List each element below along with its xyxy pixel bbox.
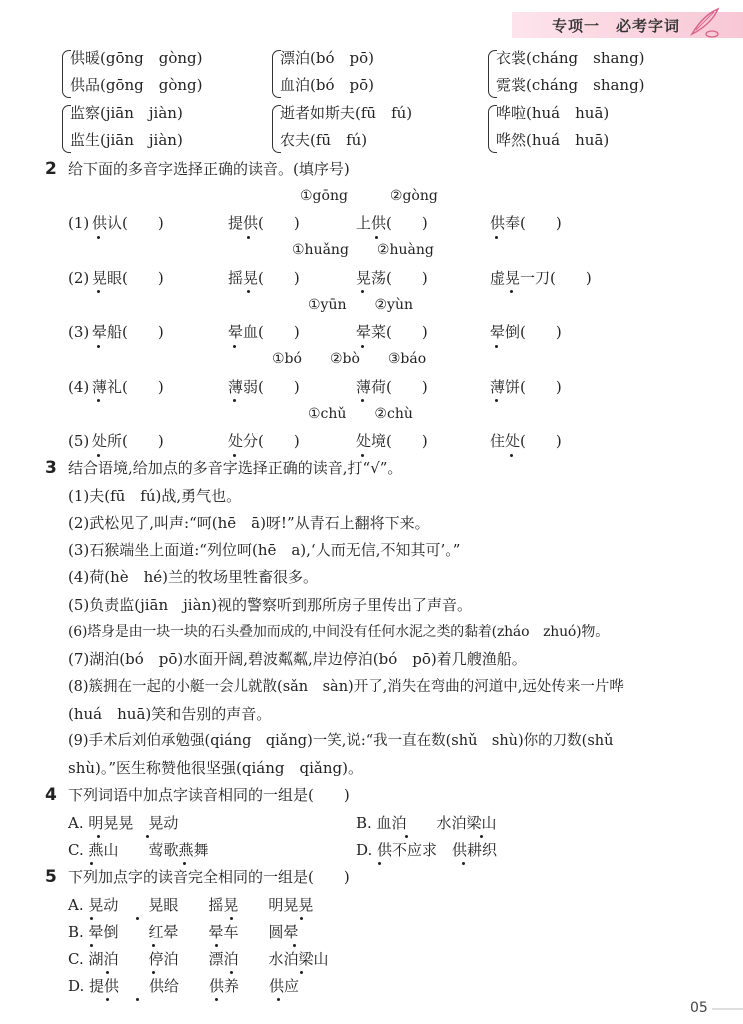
word-pair-item: 哗啦(huá huā) bbox=[496, 104, 610, 122]
emphasis-dot bbox=[510, 454, 513, 457]
word-pair-item: 血泊(bó pō) bbox=[280, 76, 374, 94]
choice-option[interactable]: D. 提供 供给 供养 供应 bbox=[68, 977, 300, 995]
emphasis-dot bbox=[233, 345, 236, 348]
question-number: 2 bbox=[45, 159, 57, 179]
item-label: (5) bbox=[68, 432, 90, 450]
emphasis-dot bbox=[495, 399, 498, 402]
emphasis-dot bbox=[215, 944, 218, 947]
sentence-continuation: shù)。”医生称赞他很坚强(qiáng qiǎng)。 bbox=[68, 759, 363, 777]
emphasis-dot bbox=[405, 835, 408, 838]
word-blank[interactable]: 晃眼( ) bbox=[92, 269, 164, 287]
emphasis-dot bbox=[90, 862, 93, 865]
sentence-item[interactable]: (5)负责监(jiān jiàn)视的警察听到那所房子里传出了声音。 bbox=[68, 596, 473, 614]
word-blank[interactable]: 晃荡( ) bbox=[356, 269, 428, 287]
emphasis-dot bbox=[361, 399, 364, 402]
quill-icon bbox=[688, 6, 722, 40]
word-pair-item: 农夫(fū fú) bbox=[280, 131, 368, 149]
word-blank[interactable]: 处分( ) bbox=[228, 432, 300, 450]
reading-options: ①bó ②bò ③báo bbox=[272, 351, 427, 367]
question-number: 4 bbox=[45, 785, 57, 805]
choice-option[interactable]: D. 供不应求 供耕织 bbox=[356, 841, 498, 859]
emphasis-dot bbox=[97, 399, 100, 402]
emphasis-dot bbox=[90, 917, 93, 920]
word-pair-item: 监察(jiān jiàn) bbox=[70, 104, 183, 122]
word-blank[interactable]: 晕倒( ) bbox=[490, 323, 562, 341]
word-pair-item: 监生(jiān jiàn) bbox=[70, 131, 183, 149]
emphasis-dot bbox=[152, 944, 155, 947]
page-number: 05 bbox=[690, 1000, 708, 1016]
question-instruction: 结合语境,给加点的多音字选择正确的读音,打“√”。 bbox=[68, 459, 403, 477]
sentence-item[interactable]: (4)荷(hè hé)兰的牧场里牲畜很多。 bbox=[68, 568, 319, 586]
page-number-rule bbox=[712, 1008, 743, 1010]
word-blank[interactable]: 处境( ) bbox=[356, 432, 428, 450]
emphasis-dot bbox=[247, 290, 250, 293]
sentence-item[interactable]: (3)石猴端坐上面道:“列位呵(hē a),‘人而无信,不知其可’。” bbox=[68, 541, 461, 559]
item-label: (2) bbox=[68, 269, 90, 287]
sentence-item[interactable]: (7)湖泊(bó pō)水面开阔,碧波粼粼,岸边停泊(bó pō)着几艘渔船。 bbox=[68, 650, 527, 668]
choice-option[interactable]: C. 湖泊 停泊 漂泊 水泊梁山 bbox=[68, 950, 329, 968]
word-blank[interactable]: 住处( ) bbox=[490, 432, 562, 450]
sentence-item[interactable]: (6)塔身是由一块一块的石头叠加而成的,中间没有任何水泥之类的黏着(zháo zhuó)物。 bbox=[68, 624, 610, 640]
item-label: (1) bbox=[68, 214, 90, 232]
emphasis-dot bbox=[361, 290, 364, 293]
emphasis-dot bbox=[300, 917, 303, 920]
word-blank[interactable]: 上供( ) bbox=[356, 214, 428, 232]
emphasis-dot bbox=[215, 998, 218, 1001]
sentence-continuation: (huá huā)笑和告别的声音。 bbox=[68, 705, 272, 723]
emphasis-dot bbox=[230, 971, 233, 974]
sentence-item[interactable]: (9)手术后刘伯承勉强(qiáng qiǎng)一笑,说:“我一直在数(shǔ shù)你的刀数(shǔ bbox=[68, 733, 614, 749]
item-label: (4) bbox=[68, 378, 90, 396]
choice-option[interactable]: B. 晕倒 红晕 晕车 圆晕 bbox=[68, 923, 299, 941]
emphasis-dot bbox=[106, 998, 109, 1001]
word-blank[interactable]: 晕船( ) bbox=[92, 323, 164, 341]
word-blank[interactable]: 薄荷( ) bbox=[356, 378, 428, 396]
word-blank[interactable]: 摇晃( ) bbox=[228, 269, 300, 287]
emphasis-dot bbox=[233, 454, 236, 457]
choice-option[interactable]: C. 燕山 莺歌燕舞 bbox=[68, 841, 209, 859]
emphasis-dot bbox=[106, 971, 109, 974]
emphasis-dot bbox=[136, 998, 139, 1001]
reading-options: ①gōng ②gòng bbox=[300, 188, 438, 204]
question-instruction: 下列词语中加点字读音相同的一组是( ) bbox=[68, 786, 350, 804]
sentence-item[interactable]: (8)簇拥在一起的小艇一会儿就散(sǎn sàn)开了,消失在弯曲的河道中,远处传来一片哗 bbox=[68, 679, 624, 695]
choice-option[interactable]: A. 明晃晃 晃动 bbox=[68, 814, 179, 832]
item-label: (3) bbox=[68, 323, 90, 341]
word-blank[interactable]: 处所( ) bbox=[92, 432, 164, 450]
emphasis-dot bbox=[293, 944, 296, 947]
word-pair-item: 供暖(gōng gòng) bbox=[70, 49, 203, 67]
word-blank[interactable]: 晕菜( ) bbox=[356, 323, 428, 341]
emphasis-dot bbox=[146, 835, 149, 838]
sentence-item[interactable]: (1)夫(fū fú)战,勇气也。 bbox=[68, 487, 242, 505]
emphasis-dot bbox=[183, 862, 186, 865]
emphasis-dot bbox=[361, 454, 364, 457]
reading-options: ①huǎng ②huàng bbox=[292, 242, 434, 258]
question-number: 5 bbox=[45, 867, 57, 887]
emphasis-dot bbox=[97, 345, 100, 348]
word-blank[interactable]: 供认( ) bbox=[92, 214, 164, 232]
word-pair-item: 漂泊(bó pō) bbox=[280, 49, 374, 67]
emphasis-dot bbox=[97, 290, 100, 293]
section-title: 专项一 必考字词 bbox=[552, 17, 681, 35]
question-instruction: 下列加点字的读音完全相同的一组是( ) bbox=[68, 868, 350, 886]
word-blank[interactable]: 提供( ) bbox=[228, 214, 300, 232]
emphasis-dot bbox=[495, 345, 498, 348]
emphasis-dot bbox=[510, 290, 513, 293]
emphasis-dot bbox=[480, 835, 483, 838]
emphasis-dot bbox=[230, 917, 233, 920]
reading-options: ①yūn ②yùn bbox=[308, 297, 413, 313]
emphasis-dot bbox=[495, 236, 498, 239]
word-blank[interactable]: 虚晃一刀( ) bbox=[490, 269, 592, 287]
emphasis-dot bbox=[136, 917, 139, 920]
question-number: 3 bbox=[45, 458, 57, 478]
emphasis-dot bbox=[90, 944, 93, 947]
choice-option[interactable]: A. 晃动 晃眼 摇晃 明晃晃 bbox=[68, 896, 314, 914]
emphasis-dot bbox=[361, 345, 364, 348]
word-pair-item: 霓裳(cháng shang) bbox=[496, 76, 645, 94]
word-pair-item: 哗然(huá huā) bbox=[496, 131, 610, 149]
word-blank[interactable]: 薄饼( ) bbox=[490, 378, 562, 396]
word-pair-item: 逝者如斯夫(fū fú) bbox=[280, 104, 413, 122]
emphasis-dot bbox=[277, 998, 280, 1001]
word-pair-item: 供品(gōng gòng) bbox=[70, 76, 203, 94]
word-blank[interactable]: 薄弱( ) bbox=[228, 378, 300, 396]
emphasis-dot bbox=[300, 971, 303, 974]
word-blank[interactable]: 供奉( ) bbox=[490, 214, 562, 232]
emphasis-dot bbox=[247, 236, 250, 239]
emphasis-dot bbox=[233, 399, 236, 402]
word-blank[interactable]: 晕血( ) bbox=[228, 323, 300, 341]
emphasis-dot bbox=[97, 236, 100, 239]
emphasis-dot bbox=[375, 236, 378, 239]
question-instruction: 给下面的多音字选择正确的读音。(填序号) bbox=[68, 160, 350, 178]
word-blank[interactable]: 薄礼( ) bbox=[92, 378, 164, 396]
emphasis-dot bbox=[97, 835, 100, 838]
reading-options: ①chǔ ②chù bbox=[308, 406, 413, 422]
word-pair-item: 衣裳(cháng shang) bbox=[496, 49, 645, 67]
emphasis-dot bbox=[97, 454, 100, 457]
sentence-item[interactable]: (2)武松见了,叫声:“呵(hē ā)呀!”从青石上翻将下来。 bbox=[68, 514, 430, 532]
emphasis-dot bbox=[378, 862, 381, 865]
emphasis-dot bbox=[152, 971, 155, 974]
emphasis-dot bbox=[462, 862, 465, 865]
choice-option[interactable]: B. 血泊 水泊梁山 bbox=[356, 814, 497, 832]
